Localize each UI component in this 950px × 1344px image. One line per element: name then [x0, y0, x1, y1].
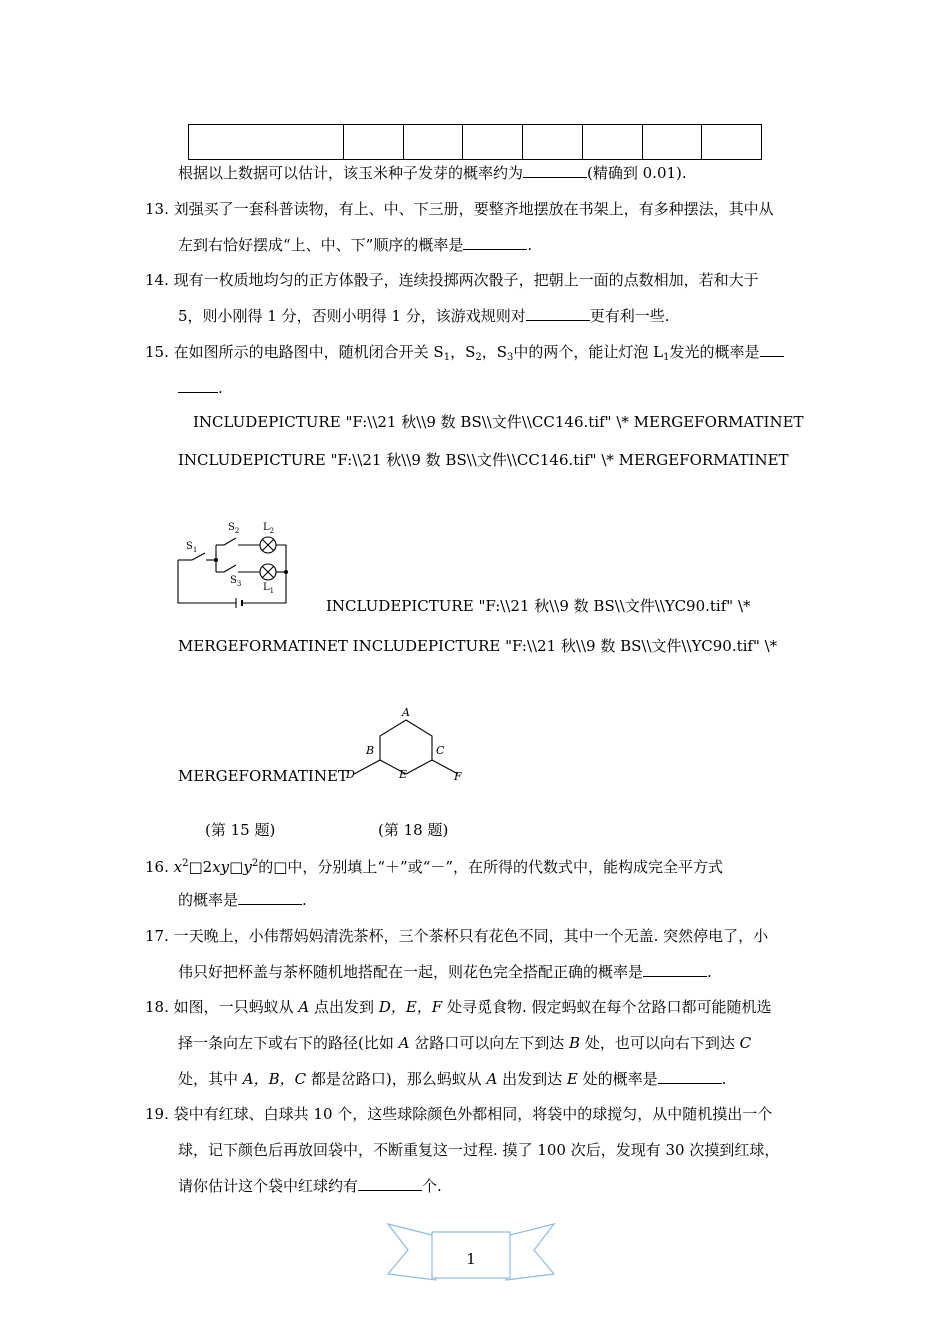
- answer-blank[interactable]: [463, 249, 527, 250]
- answer-blank[interactable]: [238, 904, 302, 905]
- point-b: B: [366, 744, 375, 757]
- table-cell: [189, 125, 344, 160]
- page-number: 1: [466, 1250, 476, 1268]
- data-table: [188, 124, 762, 160]
- answer-blank[interactable]: [523, 177, 587, 178]
- point-d: D: [346, 768, 355, 781]
- question-17-line2: 伟只好把杯盖与茶杯随机地搭配在一起，则花色完全搭配正确的概率是 .: [178, 963, 712, 981]
- table-cell: [702, 125, 762, 160]
- table-row: [189, 125, 762, 160]
- question-17: 17. 一天晚上，小伟帮妈妈清洗茶杯，三个茶杯只有花色不同，其中一个无盖. 突然停电了，小: [145, 927, 769, 945]
- answer-blank[interactable]: [760, 356, 784, 357]
- caption-q15: (第 15 题): [205, 821, 276, 839]
- caption-q18: (第 18 题): [378, 821, 449, 839]
- question-16-line2: 的概率是 .: [178, 891, 307, 909]
- field-code-line: INCLUDEPICTURE "F:\\21 秋\\9 数 BS\\文件\\YC90.tif" \*: [326, 597, 751, 615]
- question-19-line2: 球，记下颜色后再放回袋中，不断重复这一过程. 摸了 100 次后，发现有 30 次摸到红球，: [178, 1141, 780, 1159]
- label-s1: $S_1$: [186, 541, 198, 554]
- question-19-line3: 请你估计这个袋中红球约有 个.: [178, 1177, 442, 1195]
- table-cell: [463, 125, 523, 160]
- question-18-line2: 择一条向左下或右下的路径(比如 A 岔路口可以向左下到达 B 处，也可以向右下到达 C: [178, 1034, 752, 1052]
- circuit-diagram: [168, 515, 298, 611]
- table-cell: [344, 125, 404, 160]
- field-code-line: INCLUDEPICTURE "F:\\21 秋\\9 数 BS\\文件\\CC146.tif" \* MERGEFORMATINET: [178, 451, 789, 469]
- question-14: 14. 现有一枚质地均匀的正方体骰子，连续投掷两次骰子，把朝上一面的点数相加，若和大于: [145, 271, 759, 289]
- label-s2: $S_2$: [228, 522, 240, 535]
- label-l1: $L_1$: [263, 582, 275, 595]
- table-cell: [642, 125, 702, 160]
- answer-blank[interactable]: [643, 976, 707, 977]
- answer-blank[interactable]: [526, 320, 590, 321]
- point-c: C: [436, 744, 445, 757]
- answer-blank[interactable]: [358, 1190, 422, 1191]
- question-13: 13. 刘强买了一套科普读物，有上、中、下三册，要整齐地摆放在书架上，有多种摆法，其中从: [145, 200, 774, 218]
- field-code-line: MERGEFORMATINET INCLUDEPICTURE "F:\\21 秋\\9 数 BS\\文件\\YC90.tif" \*: [178, 637, 778, 655]
- label-s3: $S_3$: [230, 575, 242, 588]
- page-number-ribbon: [384, 1218, 558, 1288]
- question-16: 16. $x^2□2xy□y^2$的□中，分别填上“＋”或“－”，在所得的代数式中，能构成完全平方式: [145, 858, 724, 876]
- field-code-line: INCLUDEPICTURE "F:\\21 秋\\9 数 BS\\文件\\CC146.tif" \* MERGEFORMATINET: [193, 413, 804, 431]
- label-l2: $L_2$: [263, 522, 275, 535]
- point-a: A: [402, 706, 410, 719]
- field-code-line: MERGEFORMATINET: [178, 767, 348, 785]
- table-cell: [582, 125, 642, 160]
- question-18-line3: 处，其中 A，B，C 都是岔路口)，那么蚂蚁从 A 出发到达 E 处的概率是 .: [178, 1070, 727, 1088]
- question-13-line2: 左到右恰好摆成“上、中、下”顺序的概率是 .: [178, 236, 533, 254]
- answer-blank[interactable]: [658, 1083, 722, 1084]
- point-f: F: [454, 770, 462, 783]
- answer-blank[interactable]: [178, 392, 218, 393]
- question-15: 15. 在如图所示的电路图中，随机闭合开关 $S_1$，$S_2$，$S_3$中的两个，能让灯泡 $L_1$发光的概率是: [145, 342, 784, 368]
- question-18: 18. 如图，一只蚂蚁从 A 点出发到 D，E，F 处寻觅食物. 假定蚂蚁在每个岔路口都可能随机选: [145, 998, 772, 1016]
- question-19: 19. 袋中有红球、白球共 10 个，这些球除颜色外都相同，将袋中的球搅匀，从中随机摸出一个: [145, 1105, 773, 1123]
- point-e: E: [399, 768, 408, 781]
- question-15-line2: .: [178, 378, 223, 398]
- table-cell: [403, 125, 463, 160]
- table-cell: [523, 125, 583, 160]
- q12-conclusion: 根据以上数据可以估计，该玉米种子发芽的概率约为 (精确到 0.01).: [178, 164, 687, 182]
- question-14-line2: 5，则小刚得 1 分，否则小明得 1 分，该游戏规则对 更有利一些.: [178, 307, 670, 325]
- ant-path-diagram: [340, 702, 470, 784]
